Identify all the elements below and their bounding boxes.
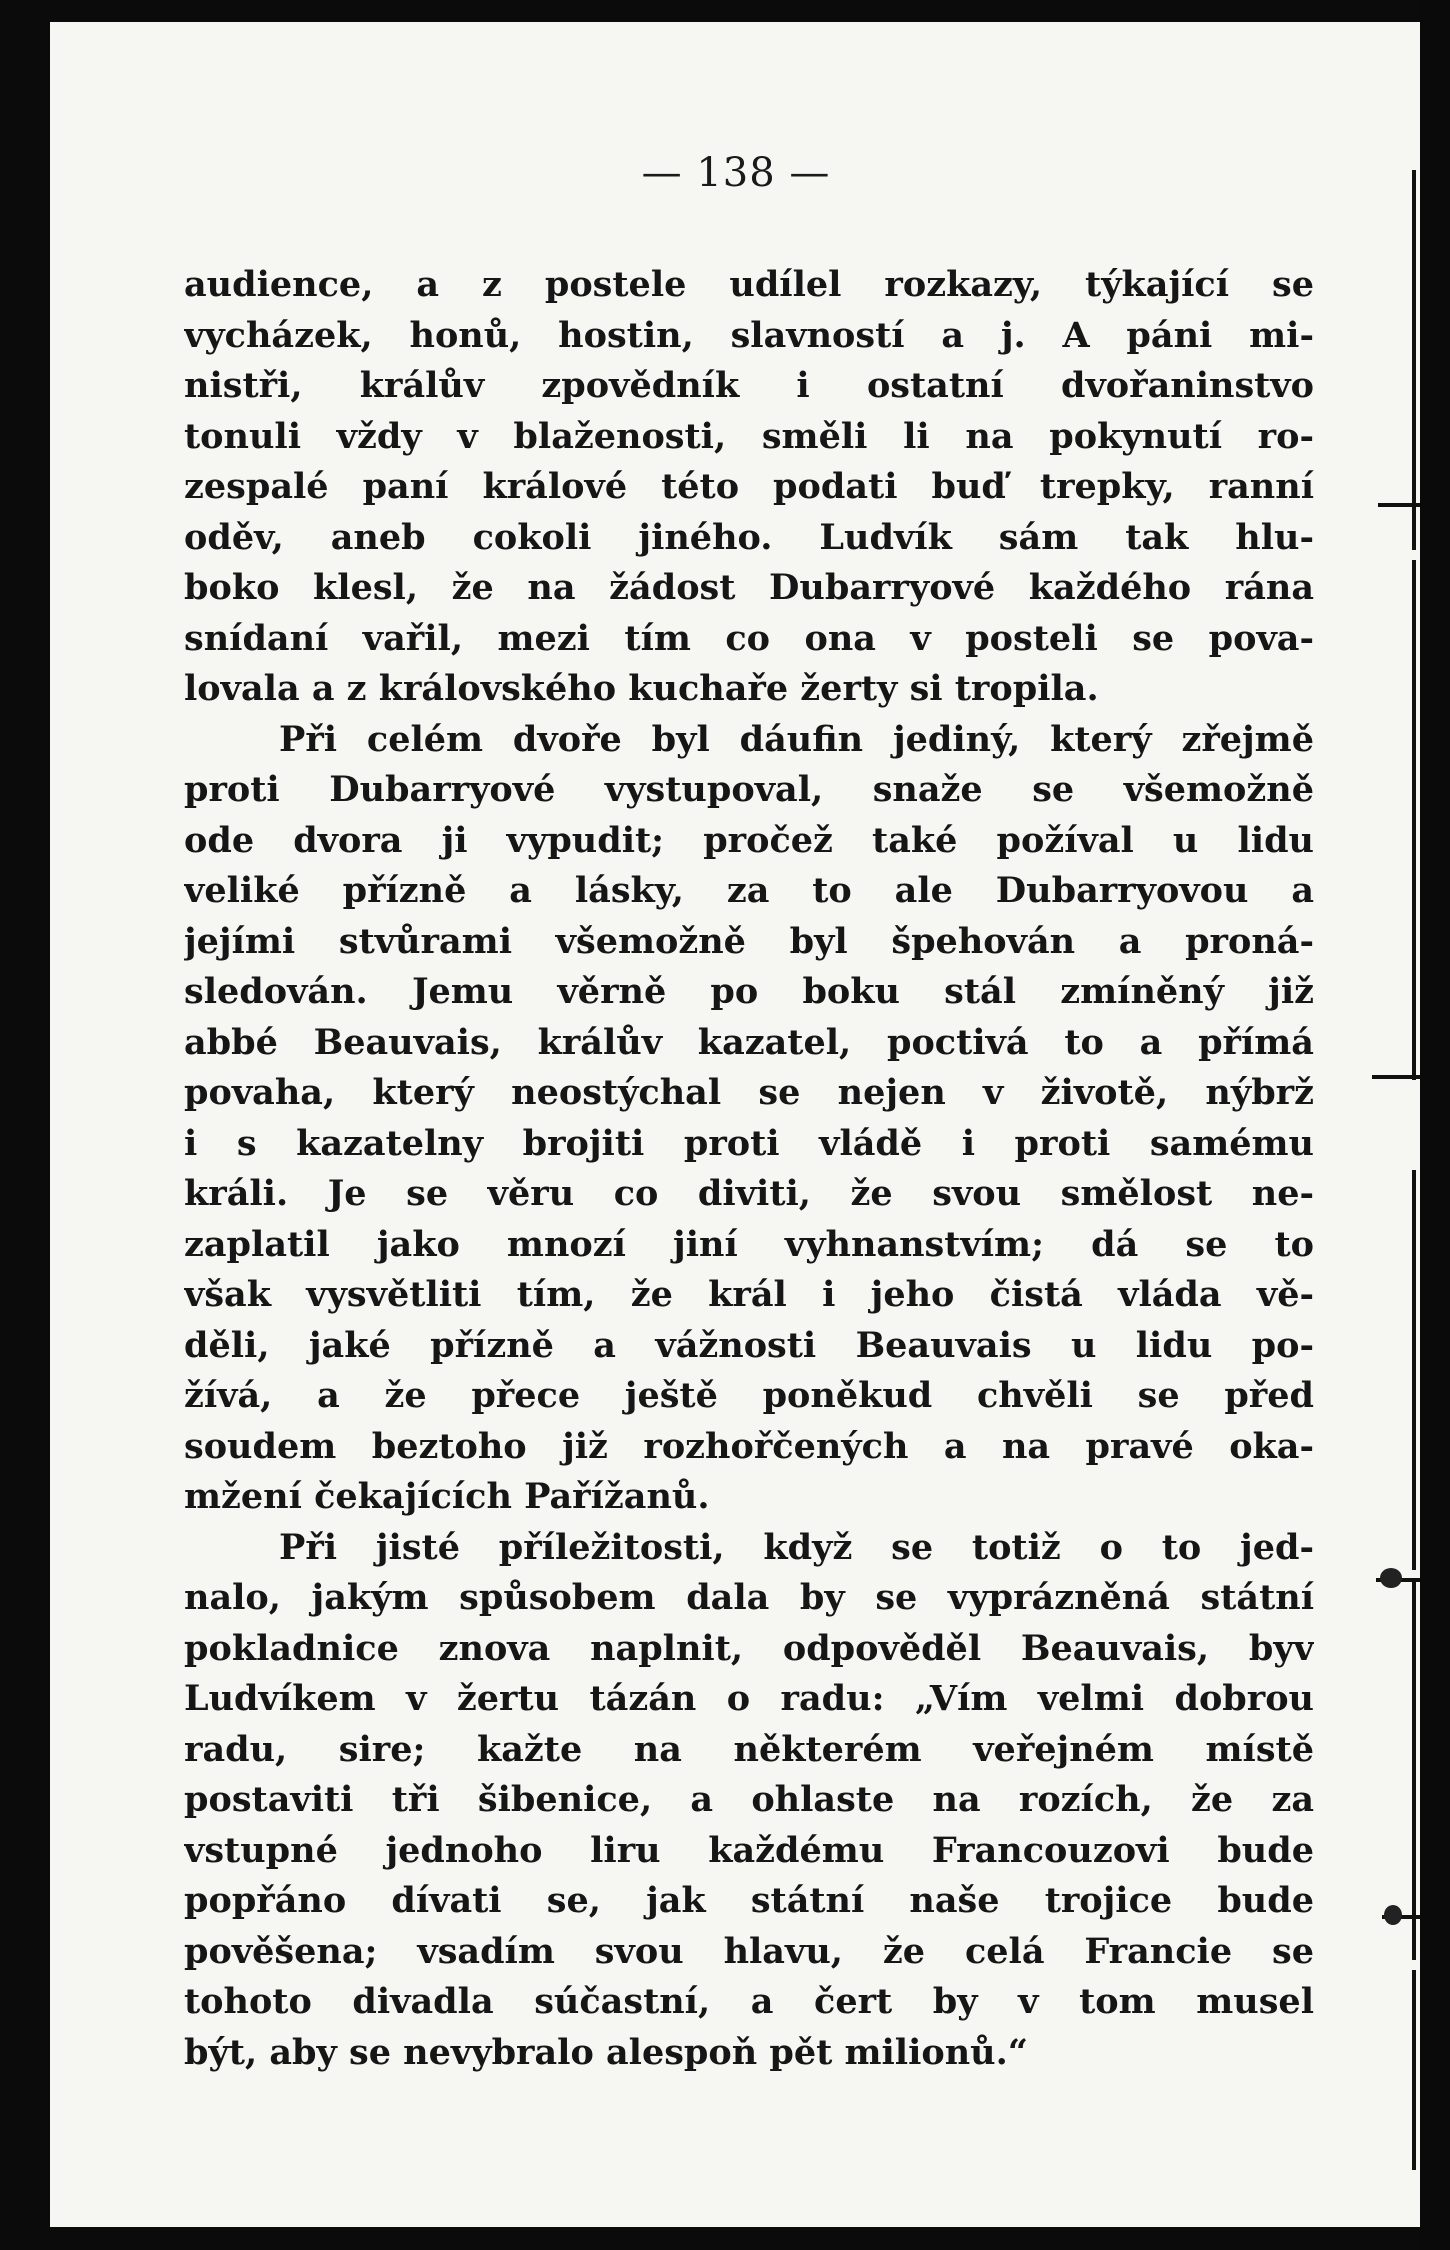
text-line: radu, sire; kažte na některém veřejném místě [184,1728,1314,1770]
body-text [184,260,1314,2078]
paragraph [184,260,1314,715]
text-line: Při celém dvoře byl dáufin jediný, který zřejmě [279,718,1314,760]
text-line: mžení čekajících Pařížanů. [184,1476,710,1517]
text-line: být, aby se nevybralo alespoň pět milionů.“ [184,2031,1028,2073]
ink-blot [1380,1568,1402,1588]
text-line: ode dvora ji vypudit; pročež také požíval u lidu [184,819,1314,861]
scan-edge-mark [1372,1075,1422,1079]
text-line: pověšena; vsadím svou hlavu, že celá Francie se [184,1930,1314,1972]
ink-blot [1384,1905,1402,1925]
scan-edge-line [1412,170,1416,550]
scan-edge-line [1412,1970,1416,2170]
text-line: boko klesl, že na žádost Dubarryové každého rána [184,567,1314,608]
scan-edge-line [1412,1170,1416,1570]
text-line: audience, a z postele udílel rozkazy, týkající se [184,264,1314,305]
text-line: žívá, a že přece ještě poněkud chvěli se před [184,1375,1314,1416]
paragraph [184,715,1314,1523]
scan-edge-line [1412,1580,1416,1960]
text-line: veliké přízně a lásky, za to ale Dubarryovou a [184,870,1314,911]
text-line: zespalé paní králové této podati buď trepky, ranní [184,466,1314,507]
scan-spine-edge [1420,0,1450,2250]
text-line: povaha, který neostýchal se nejen v životě, nýbrž [184,1072,1314,1113]
text-line: abbé Beauvais, králův kazatel, poctivá to a přímá [184,1021,1314,1063]
text-line: postaviti tři šibenice, a ohlaste na rozích, že za [184,1779,1314,1820]
text-line: snídaní vařil, mezi tím co ona v posteli se pova- [184,617,1314,659]
text-line: vstupné jednoho liru každému Francouzovi bude [184,1829,1314,1871]
paragraph [184,1523,1314,2079]
text-line: vycházek, honů, hostin, slavností a j. A páni mi- [184,314,1314,356]
text-line: sledován. Jemu věrně po boku stál zmíněný již [184,971,1314,1012]
text-line: tonuli vždy v blaženosti, směli li na pokynutí ro- [184,415,1314,457]
text-line: lovala a z královského kuchaře žerty si tropila. [184,668,1099,709]
text-line: tohoto divadla súčastní, a čert by v tom musel [184,1981,1314,2022]
text-line: oděv, aneb cokoli jiného. Ludvík sám tak hlu- [184,516,1314,558]
text-line: pokladnice znova naplnit, odpověděl Beauvais, byv [184,1627,1314,1669]
text-line: nalo, jakým spůsobem dala by se vyprázněná státní [184,1577,1314,1618]
scan-edge-line [1412,560,1416,1080]
text-line: nistři, králův zpovědník i ostatní dvořaninstvo [184,365,1314,406]
text-line: jejími stvůrami všemožně byl špehován a proná- [184,920,1314,962]
text-line: proti Dubarryové vystupoval, snaže se všemožně [184,769,1314,810]
book-page [50,22,1422,2227]
scan-edge-mark [1378,503,1420,507]
text-line: Při jisté příležitosti, když se totiž o to jed- [279,1526,1314,1568]
page-number: — 138 — [641,150,831,196]
text-line: zaplatil jako mnozí jiní vyhnanstvím; dá se to [184,1223,1314,1265]
text-line: soudem beztoho již rozhořčených a na pravé oka- [184,1425,1314,1467]
text-line: Ludvíkem v žertu tázán o radu: „Vím velmi dobrou [184,1678,1314,1719]
text-line: však vysvětliti tím, že král i jeho čistá vláda vě- [184,1274,1314,1315]
text-line: králi. Je se věru co diviti, že svou smělost ne- [184,1173,1314,1214]
text-line: popřáno dívati se, jak státní naše trojice bude [184,1880,1314,1921]
text-line: i s kazatelny brojiti proti vládě i proti samému [184,1122,1314,1164]
text-line: děli, jaké přízně a vážnosti Beauvais u lidu po- [184,1324,1314,1366]
